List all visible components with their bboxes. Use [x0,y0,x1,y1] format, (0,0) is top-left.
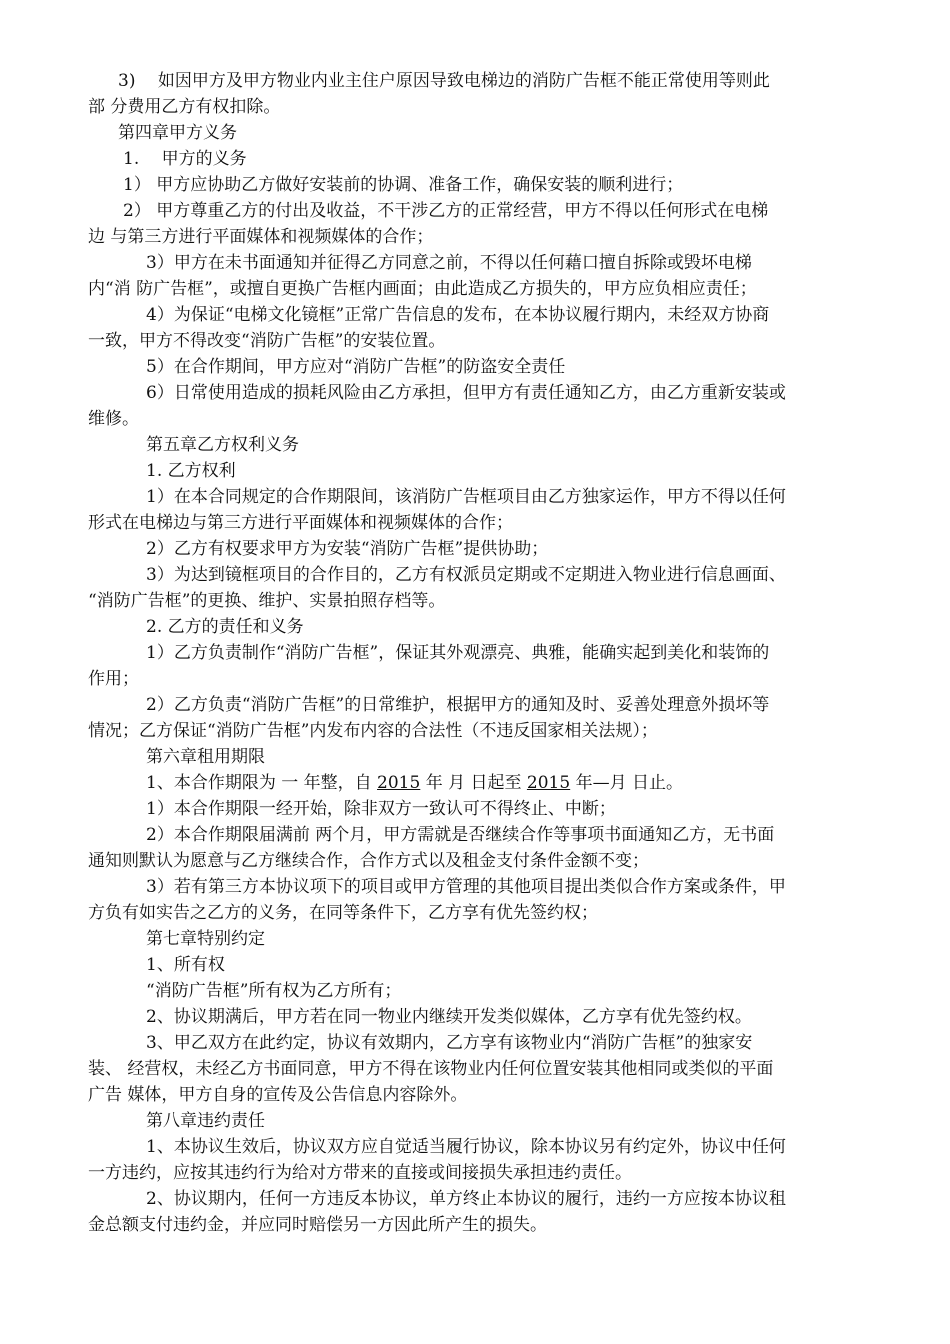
text-line: “消防广告框”所有权为乙方所有； [146,981,402,1001]
text-line: 4）为保证“电梯文化镜框”正常广告信息的发布，在本协议履行期内，未经双方协商 [146,305,770,325]
text-line: 6）日常使用造成的损耗风险由乙方承担，但甲方有责任通知乙方，由乙方重新安装或 [146,383,786,403]
text-line: 1）在本合同规定的合作期限间，该消防广告框项目由乙方独家运作，甲方不得以任何 [146,487,786,507]
term-text: 年 月 日起至 [420,773,527,793]
text-line: 部 分费用乙方有权扣除。 [88,97,281,117]
text-line: 维修。 [88,409,139,429]
text-line: 方负有如实告之乙方的义务，在同等条件下，乙方享有优先签约权； [88,903,598,923]
text-line: “消防广告框”的更换、维护、实景拍照存档等。 [88,591,446,611]
section-heading: 1. 甲方的义务 [123,149,247,169]
term-line [146,772,683,794]
chapter-heading: 第四章甲方义务 [118,123,237,143]
chapter-heading: 第七章特别约定 [146,929,265,949]
text-line: 边 与第三方进行平面媒体和视频媒体的合作； [88,227,434,247]
term-text: 1、本合作期限为 一 年整，自 [146,773,378,793]
section-heading: 2. 乙方的责任和义务 [146,617,304,637]
text-line: 广告 媒体，甲方自身的宣传及公告信息内容除外。 [88,1085,468,1105]
start-year: 2015 [377,773,421,793]
text-line: 2）乙方负责“消防广告框”的日常维护，根据甲方的通知及时、妥善处理意外损坏等 [146,695,770,715]
text-line: 3）若有第三方本协议项下的项目或甲方管理的其他项目提出类似合作方案或条件，甲 [146,877,786,897]
end-year: 2015 [526,773,571,793]
text-line: 1）本合作期限一经开始，除非双方一致认可不得终止、中断； [146,799,616,819]
text-line: 1） 甲方应协助乙方做好安装前的协调、准备工作，确保安装的顺利进行； [123,175,684,195]
text-line: 内“消 防广告框”，或擅自更换广告框内画面；由此造成乙方损失的，甲方应负相应责任； [88,279,757,299]
text-line: 2、协议期内，任何一方违反本协议，单方终止本协议的履行，违约一方应按本协议租 [146,1189,786,1209]
text-line: 3、甲乙双方在此约定，协议有效期内，乙方享有该物业内“消防广告框”的独家安 [146,1033,753,1053]
text-line: 作用； [88,669,139,689]
text-line: 2、协议期满后，甲方若在同一物业内继续开发类似媒体，乙方享有优先签约权。 [146,1007,752,1027]
section-heading: 1、所有权 [146,955,225,975]
text-line: 5）在合作期间，甲方应对“消防广告框”的防盗安全责任 [146,357,566,377]
chapter-heading: 第六章租用期限 [146,747,265,767]
text-line: 形式在电梯边与第三方进行平面媒体和视频媒体的合作； [88,513,513,533]
text-line: 1、本协议生效后，协议双方应自觉适当履行协议，除本协议另有约定外，协议中任何 [146,1137,786,1157]
text-line: 3）为达到镜框项目的合作目的，乙方有权派员定期或不定期进入物业进行信息画面、 [146,565,786,585]
text-line: 2） 甲方尊重乙方的付出及收益，不干涉乙方的正常经营，甲方不得以任何形式在电梯 [123,201,769,221]
text-line: 一方违约，应按其违约行为给对方带来的直接或间接损失承担违约责任。 [88,1163,632,1183]
text-line: 2）乙方有权要求甲方为安装“消防广告框”提供协助； [146,539,549,559]
text-line: 2）本合作期限届满前 两个月，甲方需就是否继续合作等事项书面通知乙方，无书面 [146,825,775,845]
text-line: 3）甲方在未书面通知并征得乙方同意之前，不得以任何藉口擅自拆除或毁坏电梯 [146,253,752,273]
text-line: 3) 如因甲方及甲方物业内业主住户原因导致电梯边的消防广告框不能正常使用等则此 [118,71,770,91]
section-heading: 1. 乙方权利 [146,461,236,481]
chapter-heading: 第五章乙方权利义务 [146,435,299,455]
chapter-heading: 第八章违约责任 [146,1111,265,1131]
text-line: 情况；乙方保证“消防广告框”内发布内容的合法性（不违反国家相关法规）； [88,721,658,741]
text-line: 通知则默认为愿意与乙方继续合作，合作方式以及租金支付条件金额不变； [88,851,649,871]
term-text: 年—月 日止。 [570,773,683,793]
text-line: 1）乙方负责制作“消防广告框”，保证其外观漂亮、典雅，能确实起到美化和装饰的 [146,643,770,663]
text-line: 装、 经营权，未经乙方书面同意，甲方不得在该物业内任何位置安装其他相同或类似的平面 [88,1059,774,1079]
text-line: 一致，甲方不得改变“消防广告框”的安装位置。 [88,331,446,351]
text-line: 金总额支付违约金，并应同时赔偿另一方因此所产生的损失。 [88,1215,547,1235]
